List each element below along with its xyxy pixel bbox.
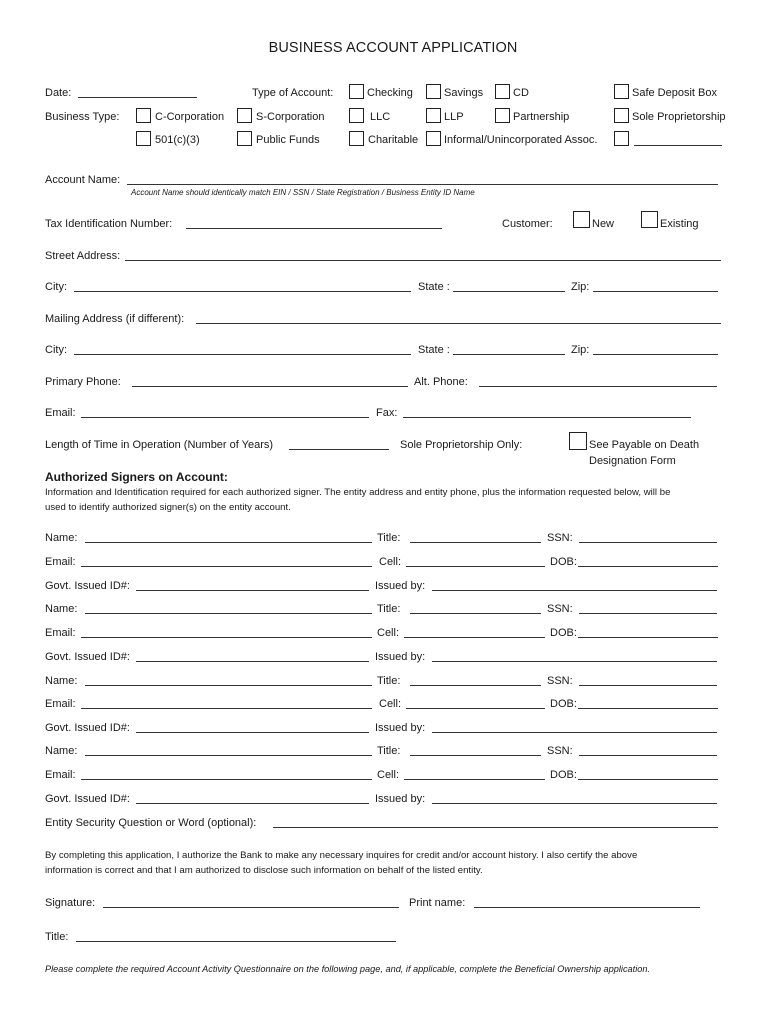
primary-phone-label: Primary Phone: — [45, 376, 121, 388]
footer-instructions: Please complete the required Account Activity Questionnaire on the following page, and, if applicable, complete the Beneficial Ownership application. — [45, 964, 651, 974]
signer4-title-field[interactable] — [410, 755, 541, 756]
customer-label: Customer: — [502, 218, 553, 230]
signer1-dob-field[interactable] — [578, 566, 718, 567]
signer3-name-label: Name: — [45, 675, 78, 687]
pod-label-line2: Designation Form — [589, 455, 676, 467]
date-label: Date: — [45, 87, 72, 99]
signer3-name-field[interactable] — [85, 685, 372, 686]
signer1-issued-by-label: Issued by: — [375, 580, 426, 592]
signer4-cell-field[interactable] — [404, 779, 545, 780]
tin-label: Tax Identification Number: — [45, 218, 173, 230]
street-label: Street Address: — [45, 250, 121, 262]
consent-line2: information is correct and that I am authorized to disclose such information on behalf of the listed entity. — [45, 865, 483, 876]
signer3-email-label: Email: — [45, 698, 76, 710]
other-type-field[interactable] — [634, 145, 722, 146]
signature-title-field[interactable] — [76, 941, 396, 942]
signer2-issued-by-field[interactable] — [432, 661, 717, 662]
signers-intro-line2: used to identify authorized signer(s) on the entity account. — [45, 502, 291, 513]
signer2-ssn-field[interactable] — [579, 613, 717, 614]
signer1-ssn-label: SSN: — [547, 532, 573, 544]
sole-only-label: Sole Proprietorship Only: — [400, 439, 523, 451]
signer1-dob-label: DOB: — [550, 556, 577, 568]
signers-intro-line1: Information and Identification required for each authorized signer. The entity address and entity phone, plus the information requested below, will be — [45, 487, 671, 498]
signer4-govt-id-label: Govt. Issued ID#: — [45, 793, 130, 805]
public-funds-label: Public Funds — [256, 134, 320, 146]
signer4-name-label: Name: — [45, 745, 78, 757]
signer1-title-field[interactable] — [410, 542, 541, 543]
signature-label: Signature: — [45, 897, 96, 909]
charitable-label: Charitable — [368, 134, 419, 146]
print-name-label: Print name: — [409, 897, 466, 909]
signer2-name-field[interactable] — [85, 613, 372, 614]
business-type-label: Business Type: — [45, 111, 120, 123]
signer2-email-field[interactable] — [81, 637, 372, 638]
state-label: State : — [418, 281, 450, 293]
signer4-email-field[interactable] — [81, 779, 372, 780]
account-type-label: Type of Account: — [252, 87, 334, 99]
signer3-ssn-label: SSN: — [547, 675, 573, 687]
s-corp-checkbox[interactable] — [237, 108, 252, 123]
signer4-ssn-field[interactable] — [579, 755, 717, 756]
signer1-govt-id-label: Govt. Issued ID#: — [45, 580, 130, 592]
mailing-label: Mailing Address (if different): — [45, 313, 185, 325]
signature-field[interactable] — [103, 907, 399, 908]
safe-deposit-label: Safe Deposit Box — [632, 87, 717, 99]
501c3-label: 501(c)(3) — [155, 134, 200, 146]
city-field[interactable] — [74, 291, 411, 292]
s-corp-label: S-Corporation — [256, 111, 325, 123]
signer3-ssn-field[interactable] — [579, 685, 717, 686]
public-funds-checkbox[interactable] — [237, 131, 252, 146]
signer4-title-label: Title: — [377, 745, 401, 757]
signer4-email-label: Email: — [45, 769, 76, 781]
signers-heading: Authorized Signers on Account: — [45, 470, 228, 484]
account-name-field[interactable] — [127, 184, 718, 185]
existing-customer-label: Existing — [660, 218, 699, 230]
fax-label: Fax: — [376, 407, 398, 419]
signer1-govt-id-field[interactable] — [136, 590, 369, 591]
signer2-cell-label: Cell: — [377, 627, 400, 639]
501c3-checkbox[interactable] — [136, 131, 151, 146]
savings-checkbox[interactable] — [426, 84, 441, 99]
signer3-issued-by-label: Issued by: — [375, 722, 426, 734]
signer1-name-label: Name: — [45, 532, 78, 544]
signer2-email-label: Email: — [45, 627, 76, 639]
llc-label: LLC — [370, 111, 391, 123]
signer2-govt-id-label: Govt. Issued ID#: — [45, 651, 130, 663]
signer1-title-label: Title: — [377, 532, 401, 544]
signer2-cell-field[interactable] — [404, 637, 545, 638]
alt-phone-field[interactable] — [479, 386, 717, 387]
signer2-name-label: Name: — [45, 603, 78, 615]
llc-checkbox[interactable] — [349, 108, 364, 123]
signer1-name-field[interactable] — [85, 542, 372, 543]
signer2-dob-label: DOB: — [550, 627, 577, 639]
informal-checkbox[interactable] — [426, 131, 441, 146]
signer1-cell-field[interactable] — [406, 566, 545, 567]
signer3-title-label: Title: — [377, 675, 401, 687]
email-label: Email: — [45, 407, 76, 419]
signer4-dob-field[interactable] — [578, 779, 718, 780]
pod-checkbox[interactable] — [569, 432, 587, 450]
c-corp-label: C-Corporation — [155, 111, 225, 123]
signer3-govt-id-field[interactable] — [136, 732, 369, 733]
signer2-title-field[interactable] — [410, 613, 541, 614]
partnership-checkbox[interactable] — [495, 108, 510, 123]
account-name-label: Account Name: — [45, 174, 121, 186]
street-field[interactable] — [125, 260, 721, 261]
signer1-email-label: Email: — [45, 556, 76, 568]
signer4-issued-by-field[interactable] — [432, 803, 717, 804]
print-name-field[interactable] — [474, 907, 700, 908]
city2-label: City: — [45, 344, 67, 356]
alt-phone-label: Alt. Phone: — [414, 376, 468, 388]
zip2-label: Zip: — [571, 344, 590, 356]
zip2-field[interactable] — [593, 354, 718, 355]
signer1-ssn-field[interactable] — [579, 542, 717, 543]
signer1-issued-by-field[interactable] — [432, 590, 717, 591]
llp-checkbox[interactable] — [426, 108, 441, 123]
savings-label: Savings — [444, 87, 484, 99]
signer1-cell-label: Cell: — [379, 556, 402, 568]
llp-label: LLP — [444, 111, 464, 123]
signer4-dob-label: DOB: — [550, 769, 577, 781]
c-corp-checkbox[interactable] — [136, 108, 151, 123]
state2-label: State : — [418, 344, 450, 356]
new-customer-label: New — [592, 218, 615, 230]
tin-field[interactable] — [186, 228, 442, 229]
state2-field[interactable] — [453, 354, 565, 355]
city-label: City: — [45, 281, 67, 293]
existing-customer-checkbox[interactable] — [641, 211, 658, 228]
signer4-cell-label: Cell: — [377, 769, 400, 781]
zip-label: Zip: — [571, 281, 590, 293]
sole-prop-label: Sole Proprietorship — [632, 111, 726, 123]
other-type-checkbox[interactable] — [614, 131, 629, 146]
signer3-title-field[interactable] — [410, 685, 541, 686]
signer3-dob-label: DOB: — [550, 698, 577, 710]
signer4-issued-by-label: Issued by: — [375, 793, 426, 805]
page-title: BUSINESS ACCOUNT APPLICATION — [268, 40, 518, 56]
signer3-dob-field[interactable] — [578, 708, 718, 709]
date-field[interactable] — [78, 97, 197, 98]
security-question-label: Entity Security Question or Word (optional): — [45, 817, 257, 829]
signature-title-label: Title: — [45, 931, 69, 943]
primary-phone-field[interactable] — [132, 386, 408, 387]
signer1-email-field[interactable] — [81, 566, 372, 567]
signer2-govt-id-field[interactable] — [136, 661, 369, 662]
partnership-label: Partnership — [513, 111, 570, 123]
state-field[interactable] — [453, 291, 565, 292]
signer4-govt-id-field[interactable] — [136, 803, 369, 804]
informal-label: Informal/Unincorporated Assoc. — [444, 134, 598, 146]
zip-field[interactable] — [593, 291, 718, 292]
new-customer-checkbox[interactable] — [573, 211, 590, 228]
sole-prop-checkbox[interactable] — [614, 108, 629, 123]
signer2-title-label: Title: — [377, 603, 401, 615]
email-field[interactable] — [81, 417, 369, 418]
mailing-field[interactable] — [196, 323, 721, 324]
signer2-issued-by-label: Issued by: — [375, 651, 426, 663]
safe-deposit-checkbox[interactable] — [614, 84, 629, 99]
signer3-govt-id-label: Govt. Issued ID#: — [45, 722, 130, 734]
checking-label: Checking — [367, 87, 413, 99]
signer4-name-field[interactable] — [85, 755, 372, 756]
account-name-note: Account Name should identically match EIN / SSN / State Registration / Business Entity ID Name — [131, 188, 475, 197]
charitable-checkbox[interactable] — [349, 131, 364, 146]
signer2-dob-field[interactable] — [578, 637, 718, 638]
signer4-ssn-label: SSN: — [547, 745, 573, 757]
pod-label-line1: See Payable on Death — [589, 439, 700, 451]
consent-line1: By completing this application, I authorize the Bank to make any necessary inquires for credit and/or account history. I also certify the above — [45, 850, 638, 861]
length-label: Length of Time in Operation (Number of Years) — [45, 439, 274, 451]
signer3-email-field[interactable] — [81, 708, 372, 709]
cd-checkbox[interactable] — [495, 84, 510, 99]
length-field[interactable] — [289, 449, 389, 450]
signer3-issued-by-field[interactable] — [432, 732, 717, 733]
signer3-cell-field[interactable] — [406, 708, 545, 709]
city2-field[interactable] — [74, 354, 411, 355]
security-question-field[interactable] — [273, 827, 718, 828]
cd-label: CD — [513, 87, 529, 99]
checking-checkbox[interactable] — [349, 84, 364, 99]
fax-field[interactable] — [403, 417, 691, 418]
signer3-cell-label: Cell: — [379, 698, 402, 710]
signer2-ssn-label: SSN: — [547, 603, 573, 615]
